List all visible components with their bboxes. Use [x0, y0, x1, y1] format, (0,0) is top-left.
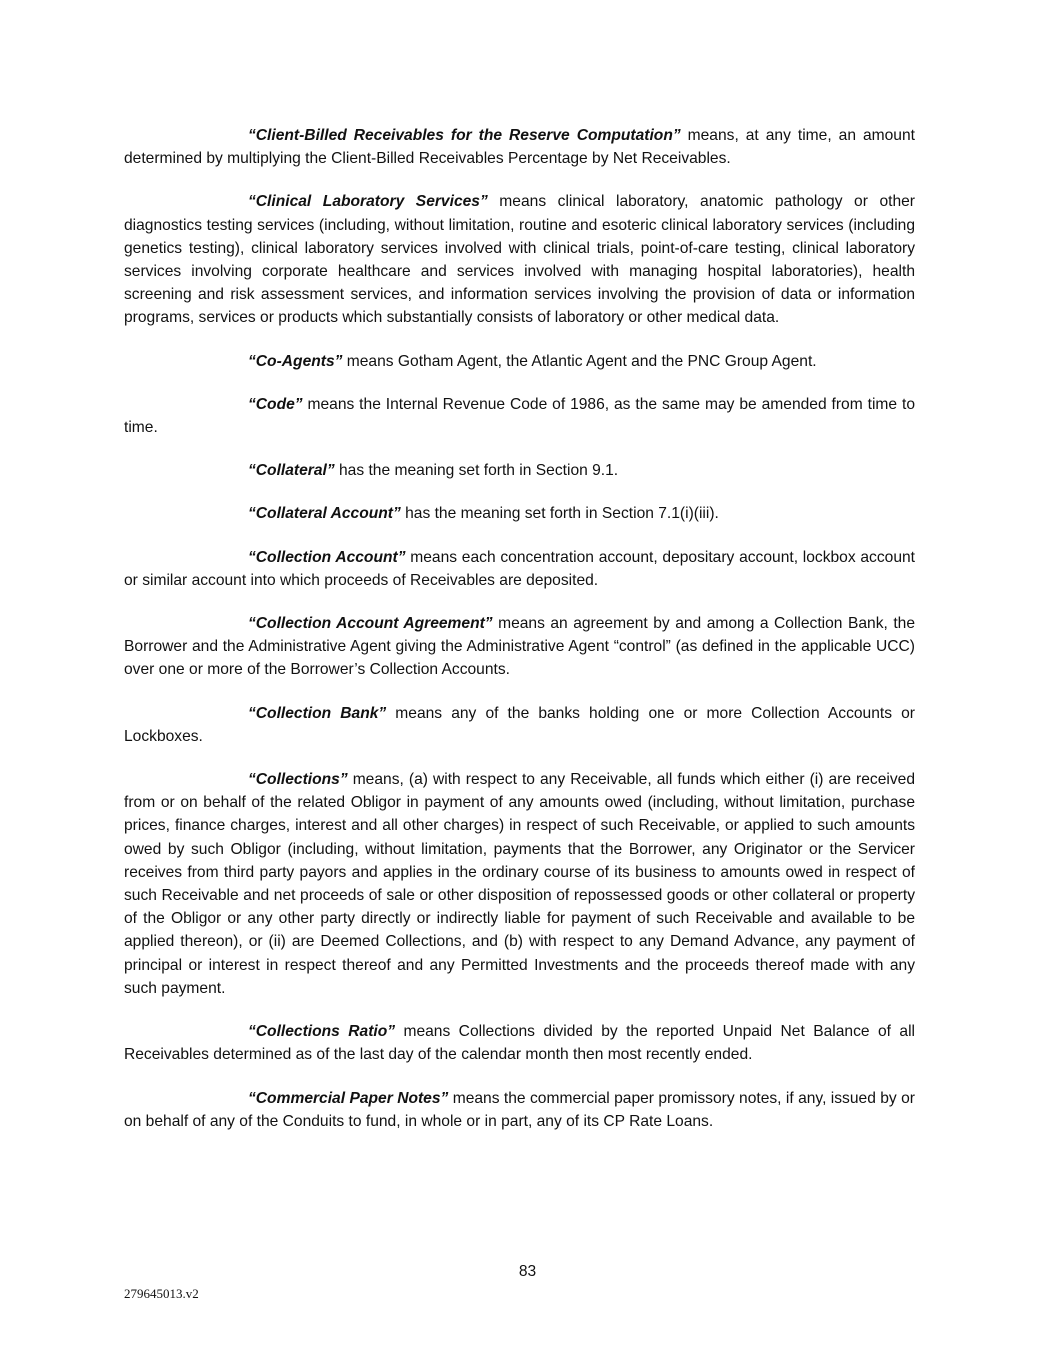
- definition-commercial-paper-notes: [124, 1087, 915, 1133]
- definition-client-billed-receivables: [124, 124, 915, 170]
- definition-text: means an agreement by and among a Collection Bank, the Borrower and the Administrative Agent giving the Administrative Agent “control” (as defined in the applicable UCC) over one or more of the Borrower’s Collection Accounts.: [124, 615, 915, 679]
- definition-text: means, at any time, an amount determined by multiplying the Client-Billed Receivables Percentage by Net Receivables.: [124, 127, 915, 168]
- definition-term: “Collection Account”: [248, 548, 406, 566]
- definition-text: means, (a) with respect to any Receivable, all funds which either (i) are received from or on behalf of the related Obligor in payment of any amounts owed (including, without limitation, purchase prices, finance charges, interest and all other charges) in respect of such Receivable, or applied to such amounts owed by such Obligor (including, without limitation, payments that the Borrower, any Originator or the Servicer receives from third party payors and applies in the ordinary course of its business to amounts owed in respect of such Receivable and net proceeds of sale or other disposition of repossessed goods or other collateral or property of the Obligor or any other party directly or indirectly liable for payment of such Receivable and available to be applied thereon), or (ii) are Deemed Collections, and (b) with respect to any Demand Advance, any payment of principal or interest in respect thereof and any Permitted Investments and the proceeds thereof made with any such payment.: [124, 771, 915, 997]
- definition-term: “Co-Agents”: [248, 352, 343, 370]
- definition-text: means clinical laboratory, anatomic pathology or other diagnostics testing services (including, without limitation, routine and esoteric clinical laboratory services (including genetics testing), clinical laboratory services involved with clinical trials, point-of-care testing, clinical laboratory services involving corporate healthcare and services involved with managing hospital laboratories), health screening and risk assessment services, and information services involving the provision of data or information programs, services or products which substantially consists of laboratory or other medical data.: [124, 193, 915, 327]
- definition-collections-ratio: [124, 1020, 915, 1066]
- definition-text: means the commercial paper promissory notes, if any, issued by or on behalf of any of the Conduits to fund, in whole or in part, any of its CP Rate Loans.: [124, 1089, 915, 1130]
- definition-code: [124, 393, 915, 439]
- definition-co-agents: [124, 350, 915, 373]
- definitions-section: [124, 124, 915, 1153]
- document-id: 279645013.v2: [124, 1286, 199, 1301]
- definition-clinical-laboratory-services: [124, 190, 915, 329]
- definition-term: “Collection Account Agreement”: [248, 615, 493, 633]
- page-number: 83: [518, 1263, 537, 1280]
- definition-collections: [124, 768, 915, 1000]
- definition-text: means the Internal Revenue Code of 1986, as the same may be amended from time to time.: [124, 395, 915, 437]
- definition-collateral: [124, 459, 915, 482]
- definition-text: has the meaning set forth in Section 7.1(i)(iii).: [400, 505, 719, 523]
- definition-term: “Collateral Account”: [248, 505, 401, 523]
- definition-term: “Client-Billed Receivables for the Reserve Computation”: [248, 127, 681, 144]
- definition-term: “Collection Bank”: [248, 704, 387, 722]
- definition-text: means Gotham Agent, the Atlantic Agent and the PNC Group Agent.: [342, 352, 817, 370]
- definition-term: “Collections Ratio”: [248, 1023, 396, 1041]
- definition-text: means Collections divided by the reported Unpaid Net Balance of all Receivables determined as of the last day of the calendar month then most recently ended.: [124, 1023, 915, 1064]
- definition-term: “Commercial Paper Notes”: [248, 1089, 449, 1107]
- definition-term: “Collateral”: [248, 462, 335, 480]
- definition-collection-account: [124, 546, 915, 592]
- definition-term: “Clinical Laboratory Services”: [248, 193, 488, 211]
- definition-collateral-account: [124, 502, 915, 525]
- definition-text: means each concentration account, depositary account, lockbox account or similar account into which proceeds of Receivables are deposited.: [124, 548, 915, 589]
- definition-term: “Code”: [248, 395, 303, 413]
- definition-collection-bank: [124, 702, 915, 748]
- definition-collection-account-agreement: [124, 612, 915, 682]
- definition-text: has the meaning set forth in Section 9.1.: [334, 462, 619, 480]
- definition-text: means any of the banks holding one or more Collection Accounts or Lockboxes.: [124, 704, 915, 745]
- definition-term: “Collections”: [248, 771, 348, 789]
